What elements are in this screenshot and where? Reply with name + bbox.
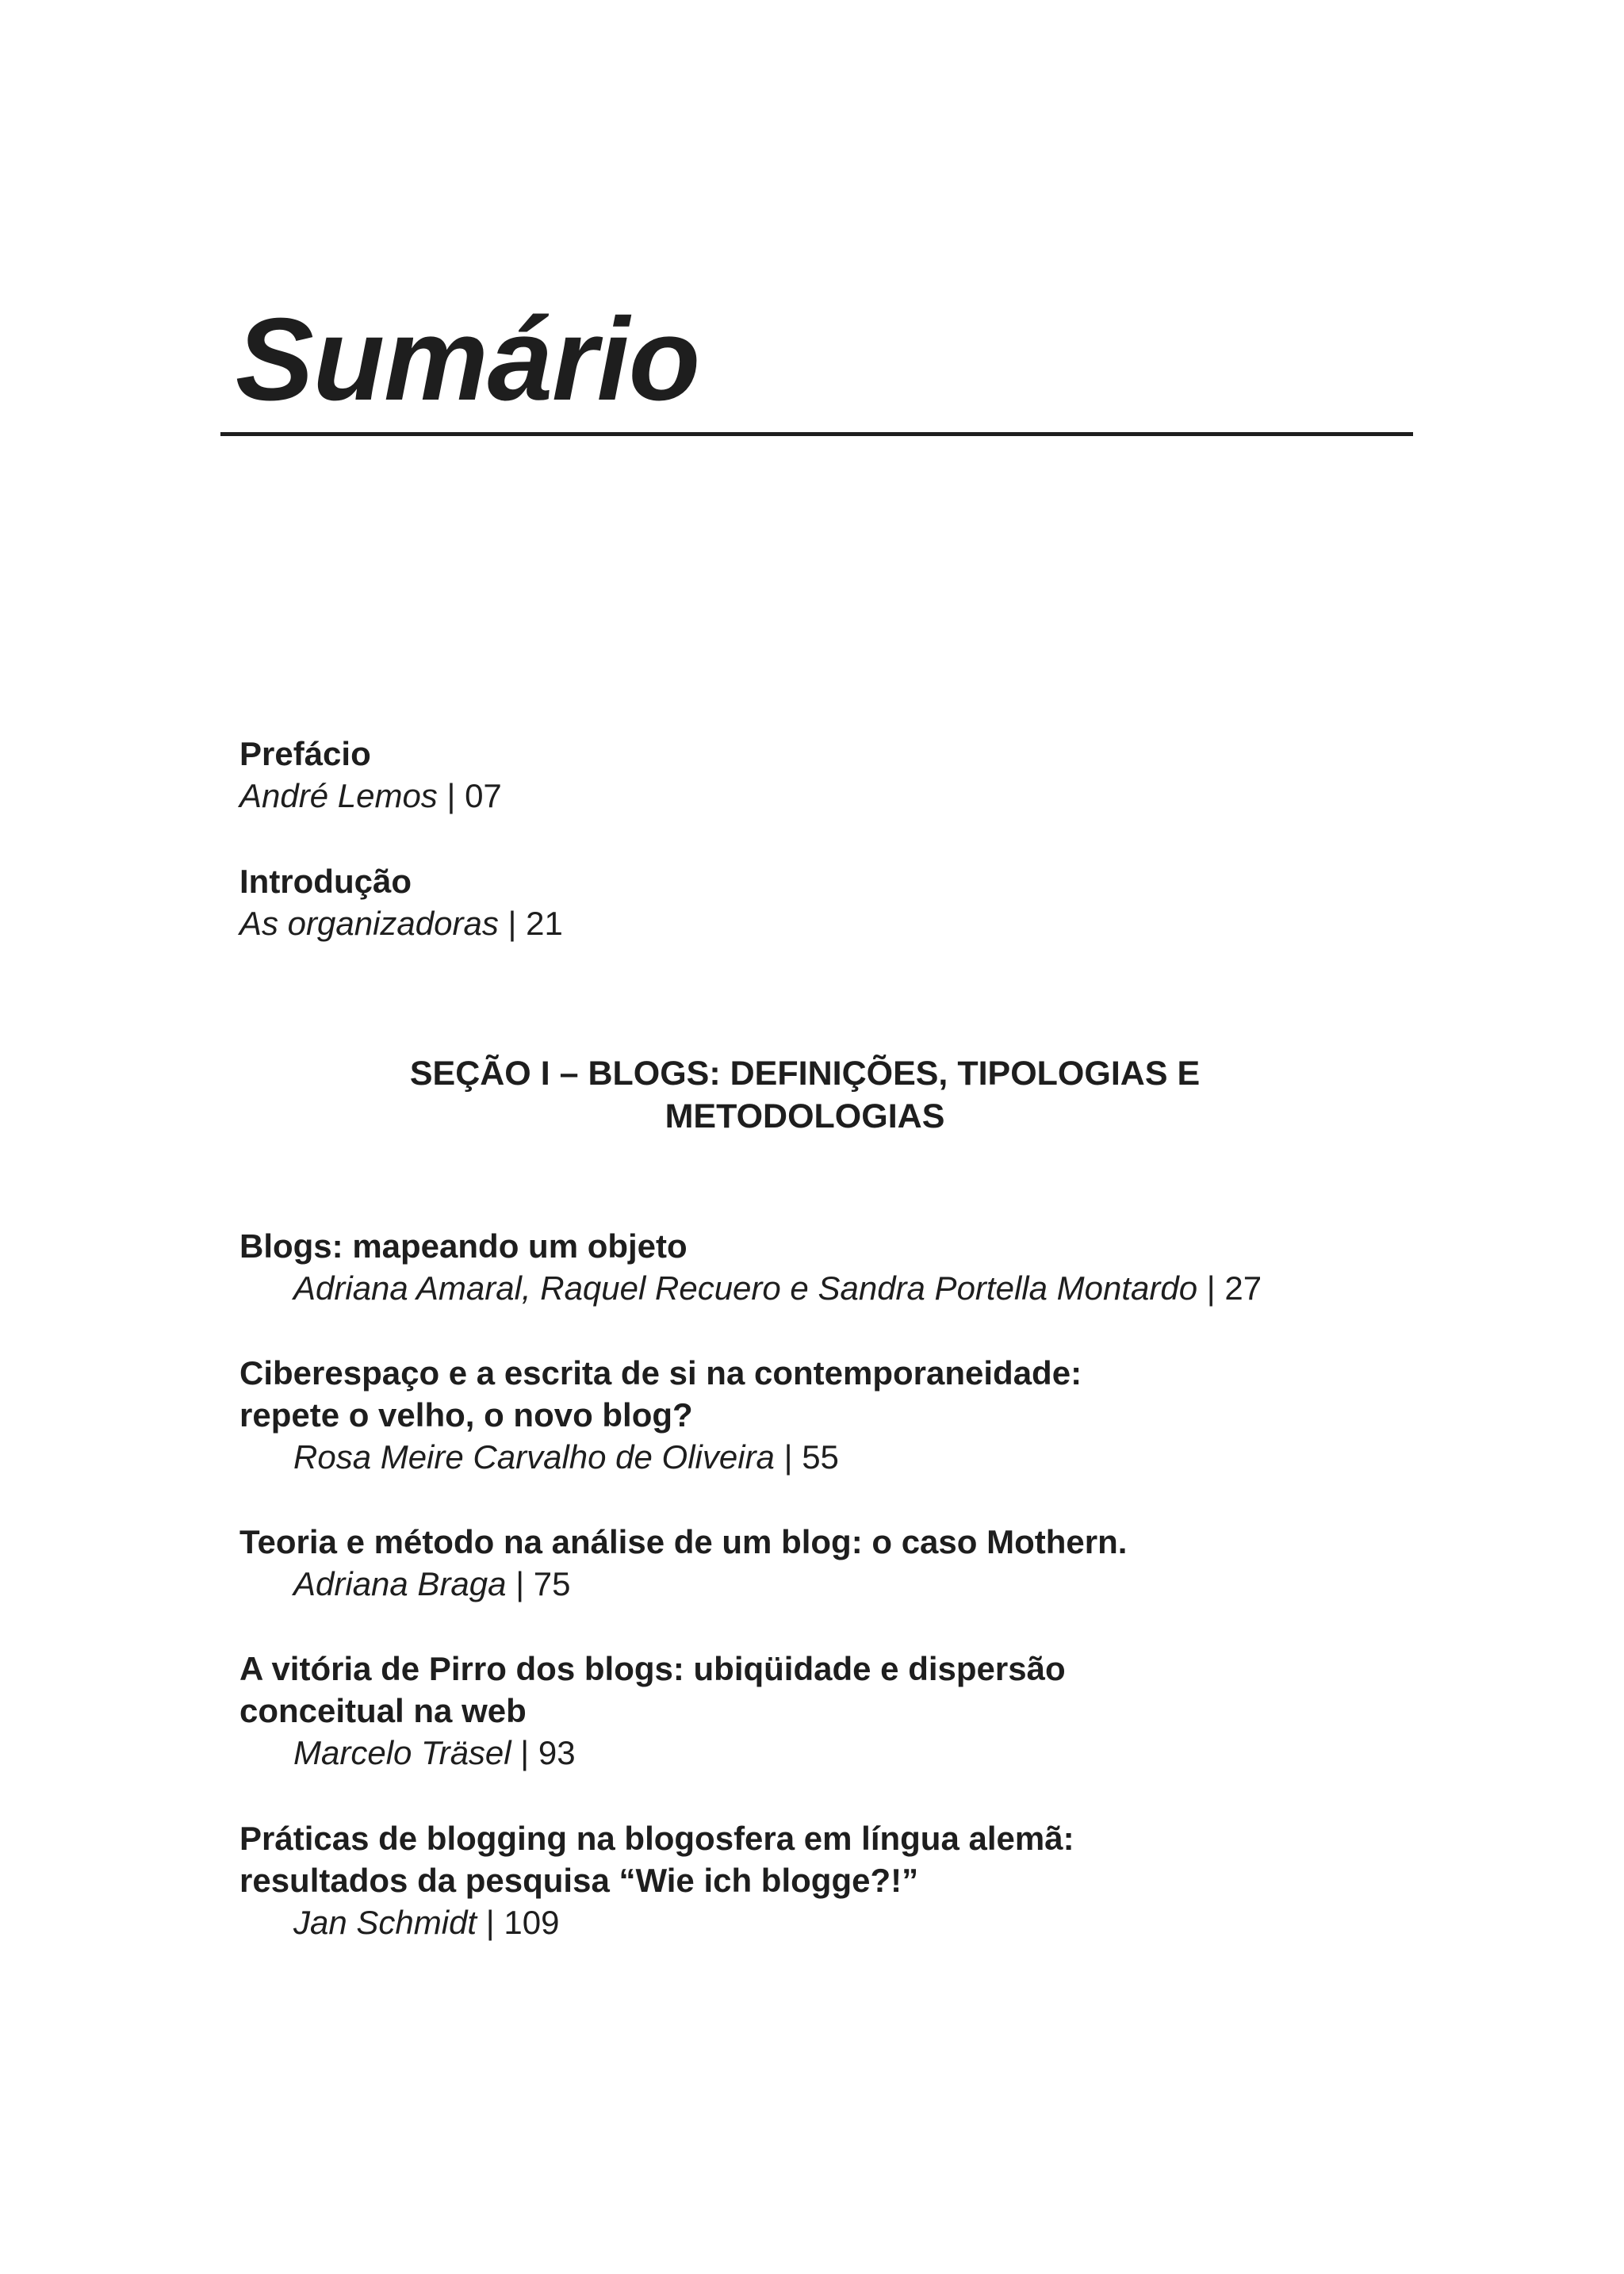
entry-byline (239, 902, 563, 944)
entry-heading: Prefácio (239, 735, 371, 772)
entry-heading: A vitória de Pirro dos blogs: ubiqüidade e dispersão (239, 1650, 1066, 1687)
page-number: 27 (1224, 1269, 1262, 1307)
toc-entry-chapter-3[interactable] (239, 1521, 1127, 1605)
toc-entry-chapter-1[interactable] (239, 1225, 1262, 1309)
entry-byline (239, 1563, 1127, 1605)
entry-author: Rosa Meire Carvalho de Oliveira (293, 1438, 775, 1476)
page-number: 109 (504, 1904, 560, 1941)
separator: | (485, 1904, 495, 1941)
entry-heading: Ciberespaço e a escrita de si na contemporaneidade: (239, 1354, 1082, 1392)
entry-heading: Blogs: mapeando um objeto (239, 1227, 688, 1265)
toc-entry-chapter-2[interactable] (239, 1352, 1082, 1478)
separator: | (515, 1565, 525, 1602)
entry-byline (239, 775, 502, 817)
entry-author: Adriana Braga (293, 1565, 507, 1602)
separator: | (508, 905, 517, 942)
entry-heading: conceitual na web (239, 1692, 527, 1729)
page-number: 21 (526, 905, 563, 942)
toc-entry-introducao[interactable] (239, 860, 563, 944)
entry-byline (239, 1267, 1262, 1309)
entry-heading: Introdução (239, 863, 412, 900)
entry-author: Jan Schmidt (293, 1904, 477, 1941)
entry-heading: resultados da pesquisa “Wie ich blogge?!” (239, 1862, 919, 1899)
entry-author: As organizadoras (239, 905, 499, 942)
entry-author: Marcelo Träsel (293, 1734, 511, 1771)
toc-entry-prefacio[interactable] (239, 733, 502, 817)
section-heading-line: SEÇÃO I – BLOGS: DEFINIÇÕES, TIPOLOGIAS E (409, 1055, 1201, 1093)
entry-heading: Teoria e método na análise de um blog: o caso Mothern. (239, 1523, 1128, 1560)
section-heading-line: METODOLOGIAS (665, 1097, 945, 1135)
entry-author: André Lemos (239, 777, 438, 814)
separator: | (1206, 1269, 1216, 1307)
page-number: 55 (802, 1438, 839, 1476)
page-number: 75 (533, 1565, 571, 1602)
page-title: Sumário (236, 294, 700, 425)
entry-heading: Práticas de blogging na blogosfera em língua alemã: (239, 1820, 1074, 1857)
entry-heading: repete o velho, o novo blog? (239, 1396, 693, 1434)
entry-byline (239, 1732, 1066, 1774)
toc-entry-chapter-5[interactable] (239, 1817, 1074, 1943)
page-number: 07 (465, 777, 502, 814)
section-heading (238, 1052, 1372, 1138)
toc-entry-chapter-4[interactable] (239, 1648, 1066, 1774)
entry-byline (239, 1901, 1074, 1943)
separator: | (446, 777, 456, 814)
entry-byline (239, 1436, 1082, 1478)
title-underline (220, 432, 1413, 436)
separator: | (520, 1734, 530, 1771)
separator: | (783, 1438, 793, 1476)
entry-author: Adriana Amaral, Raquel Recuero e Sandra Portella Montardo (293, 1269, 1198, 1307)
page-number: 93 (538, 1734, 576, 1771)
